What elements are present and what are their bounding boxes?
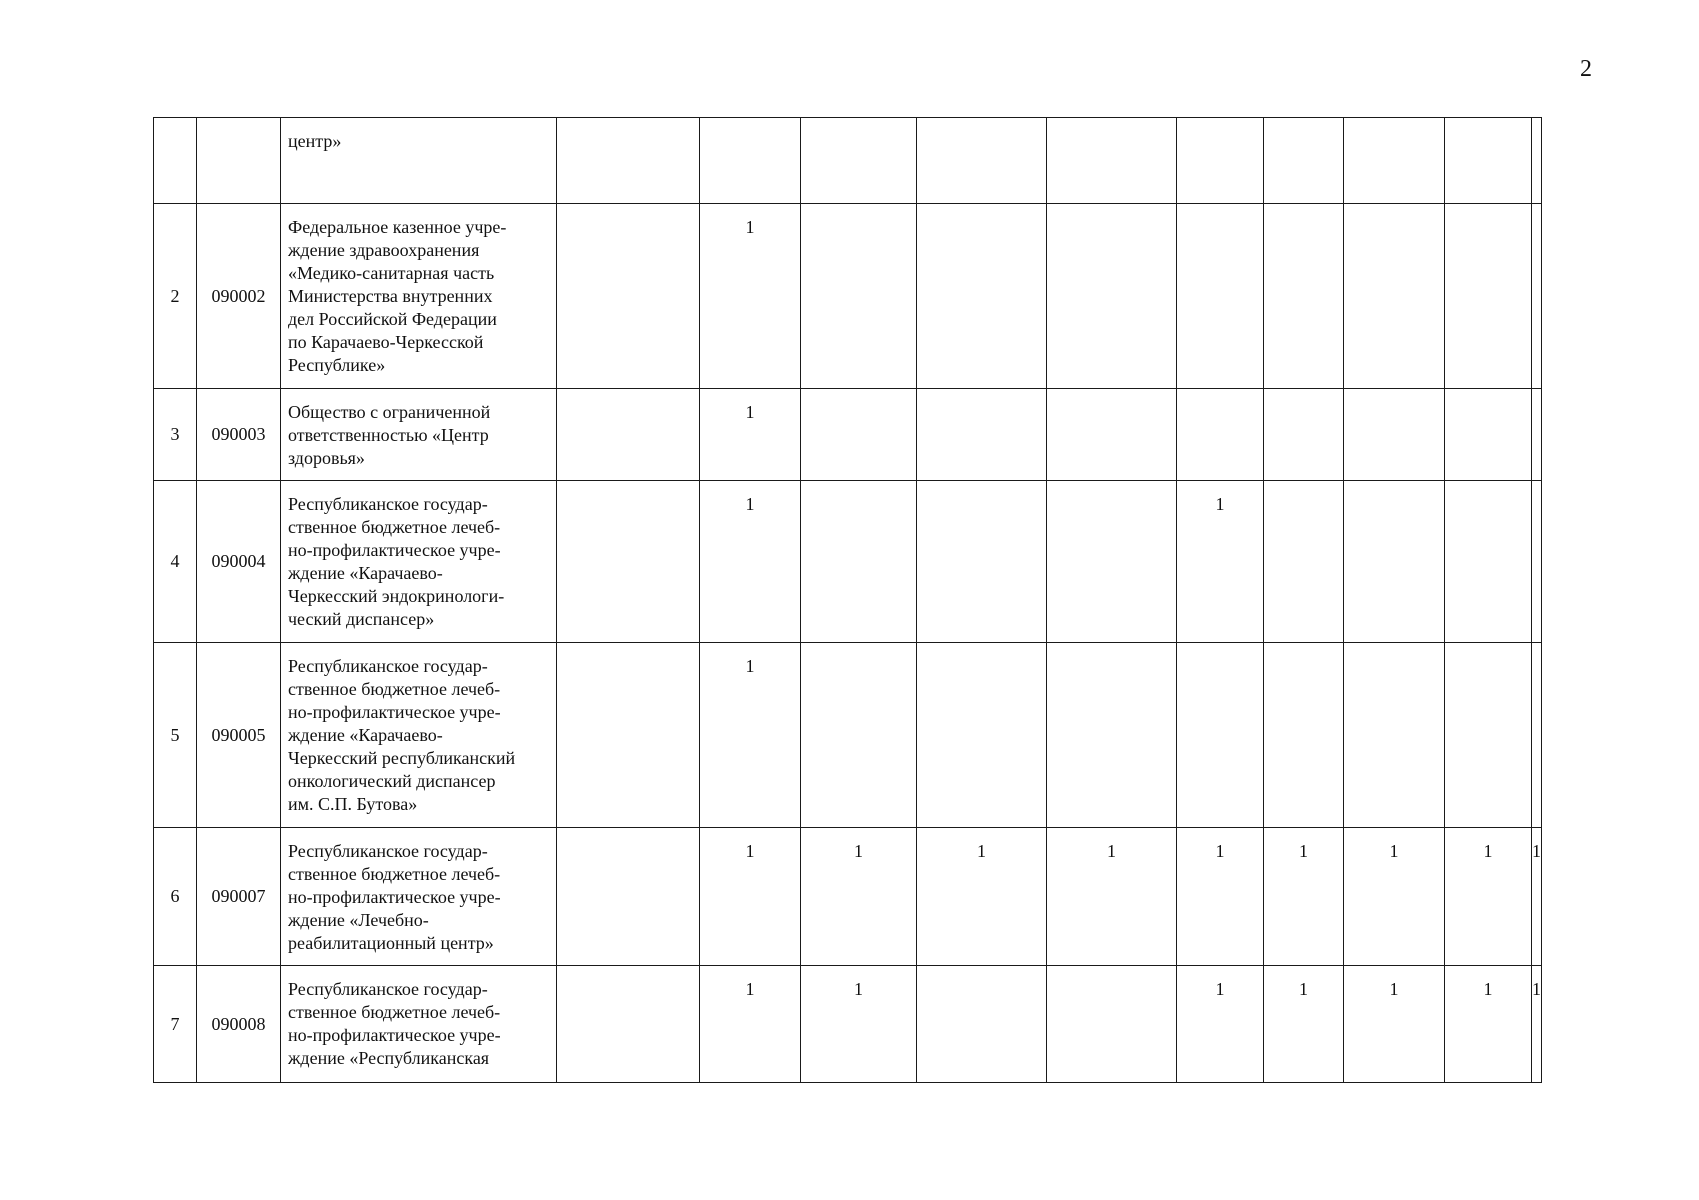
organization-name-line: здоровья»	[288, 448, 365, 468]
organization-name-line: но-профилактическое учре-	[288, 1025, 501, 1045]
value-cell	[557, 643, 700, 828]
value-cell	[1264, 204, 1344, 389]
value-cell: 1	[1264, 966, 1344, 1083]
value-cell	[1264, 643, 1344, 828]
value-cell	[1177, 204, 1264, 389]
value-cell: 1	[801, 828, 917, 966]
value-cell: 1	[1445, 966, 1532, 1083]
table-row	[154, 389, 1542, 481]
row-number-cell: 2	[154, 204, 197, 389]
value-cell	[1344, 481, 1445, 643]
value-cell	[557, 828, 700, 966]
value-cell	[1344, 389, 1445, 481]
value-cell: 1	[700, 389, 801, 481]
value-cell: 1	[700, 481, 801, 643]
organization-name-line: «Медико-санитарная часть	[288, 263, 495, 283]
value-cell	[1445, 643, 1532, 828]
value-cell	[801, 118, 917, 204]
organization-name-line: Республиканское государ-	[288, 979, 488, 999]
organization-name-cell	[281, 204, 557, 389]
value-cell	[801, 481, 917, 643]
value-cell	[1344, 118, 1445, 204]
value-cell	[1532, 481, 1542, 643]
table-row	[154, 966, 1542, 1083]
organization-code-cell: 090003	[197, 389, 281, 481]
value-cell	[917, 643, 1047, 828]
table-row	[154, 118, 1542, 204]
organization-name-line: дел Российской Федерации	[288, 309, 497, 329]
value-cell: 1	[1532, 966, 1542, 1083]
value-cell: 1	[1177, 481, 1264, 643]
organization-name-line: им. С.П. Бутова»	[288, 794, 418, 814]
organization-code-cell	[197, 118, 281, 204]
value-cell: 1	[1177, 966, 1264, 1083]
value-cell	[1047, 204, 1177, 389]
value-cell	[801, 204, 917, 389]
value-cell: 1	[700, 828, 801, 966]
organization-code-cell: 090007	[197, 828, 281, 966]
organization-name-line: Черкесский республиканский	[288, 748, 516, 768]
organization-name-line: ждение «Карачаево-	[288, 725, 443, 745]
value-cell	[1532, 389, 1542, 481]
value-cell: 1	[801, 966, 917, 1083]
row-number-cell: 4	[154, 481, 197, 643]
value-cell	[1445, 204, 1532, 389]
organization-name-line: ждение здравоохранения	[288, 240, 480, 260]
value-cell	[917, 966, 1047, 1083]
value-cell: 1	[1047, 828, 1177, 966]
organization-name-line: Черкесский эндокринологи-	[288, 586, 505, 606]
row-number-cell	[154, 118, 197, 204]
organization-code-cell: 090008	[197, 966, 281, 1083]
value-cell: 1	[700, 643, 801, 828]
organization-name-line: Республиканское государ-	[288, 656, 488, 676]
table-row	[154, 828, 1542, 966]
organization-name-line: ждение «Карачаево-	[288, 563, 443, 583]
value-cell	[1532, 204, 1542, 389]
table-row	[154, 204, 1542, 389]
value-cell	[700, 118, 801, 204]
value-cell: 1	[700, 204, 801, 389]
organization-name-line: ственное бюджетное лечеб-	[288, 1002, 501, 1022]
value-cell	[1532, 643, 1542, 828]
organization-name-line: Республике»	[288, 355, 386, 375]
value-cell	[1047, 118, 1177, 204]
row-number-cell: 5	[154, 643, 197, 828]
organization-name-line: онкологический диспансер	[288, 771, 496, 791]
organization-name-cell	[281, 966, 557, 1083]
value-cell	[1445, 481, 1532, 643]
organization-name-cell	[281, 481, 557, 643]
organization-code-cell: 090005	[197, 643, 281, 828]
value-cell	[557, 389, 700, 481]
value-cell	[557, 481, 700, 643]
organization-name-cell	[281, 643, 557, 828]
organization-name-line: ждение «Лечебно-	[288, 910, 429, 930]
value-cell: 1	[1445, 828, 1532, 966]
organization-name-line: ственное бюджетное лечеб-	[288, 679, 501, 699]
value-cell	[917, 204, 1047, 389]
organization-name-line: Республиканское государ-	[288, 494, 488, 514]
value-cell	[1177, 389, 1264, 481]
row-number-cell: 6	[154, 828, 197, 966]
medical-organizations-table	[153, 117, 1542, 1083]
organization-name-cell	[281, 389, 557, 481]
value-cell	[1177, 643, 1264, 828]
value-cell	[557, 118, 700, 204]
value-cell	[1047, 966, 1177, 1083]
value-cell	[801, 389, 917, 481]
organization-name-line: но-профилактическое учре-	[288, 540, 501, 560]
value-cell	[1445, 118, 1532, 204]
value-cell	[801, 643, 917, 828]
organization-name-line: Общество с ограниченной	[288, 402, 491, 422]
value-cell	[1264, 389, 1344, 481]
organization-name-line: реабилитационный центр»	[288, 933, 494, 953]
value-cell	[1344, 643, 1445, 828]
page-number: 2	[1580, 56, 1592, 82]
value-cell	[1177, 118, 1264, 204]
table-row	[154, 643, 1542, 828]
value-cell: 1	[700, 966, 801, 1083]
value-cell	[917, 118, 1047, 204]
value-cell	[1532, 118, 1542, 204]
value-cell: 1	[1344, 966, 1445, 1083]
organization-name-line: ждение «Республиканская	[288, 1048, 490, 1068]
value-cell: 1	[1264, 828, 1344, 966]
organization-name-cell	[281, 118, 557, 204]
organization-name-line: ческий диспансер»	[288, 609, 435, 629]
organization-name-line: Министерства внутренних	[288, 286, 493, 306]
organization-name-line: но-профилактическое учре-	[288, 887, 501, 907]
organization-name-line: но-профилактическое учре-	[288, 702, 501, 722]
value-cell	[1047, 389, 1177, 481]
value-cell	[1264, 118, 1344, 204]
value-cell	[1264, 481, 1344, 643]
value-cell	[917, 389, 1047, 481]
organization-name-cell	[281, 828, 557, 966]
organization-code-cell: 090004	[197, 481, 281, 643]
organization-name-line: Федеральное казенное учре-	[288, 217, 507, 237]
value-cell	[1445, 389, 1532, 481]
organization-name-line: ственное бюджетное лечеб-	[288, 517, 501, 537]
organization-name-line: ственное бюджетное лечеб-	[288, 864, 501, 884]
value-cell: 1	[1532, 828, 1542, 966]
table-row	[154, 481, 1542, 643]
value-cell	[557, 966, 700, 1083]
value-cell: 1	[1177, 828, 1264, 966]
value-cell	[1344, 204, 1445, 389]
row-number-cell: 7	[154, 966, 197, 1083]
value-cell	[1047, 481, 1177, 643]
organization-name-line: центр»	[288, 131, 342, 151]
organization-name-line: по Карачаево-Черкесской	[288, 332, 484, 352]
organization-name-line: Республиканское государ-	[288, 841, 488, 861]
value-cell	[557, 204, 700, 389]
value-cell: 1	[1344, 828, 1445, 966]
value-cell	[917, 481, 1047, 643]
organization-name-line: ответственностью «Центр	[288, 425, 489, 445]
organization-code-cell: 090002	[197, 204, 281, 389]
value-cell: 1	[917, 828, 1047, 966]
value-cell	[1047, 643, 1177, 828]
row-number-cell: 3	[154, 389, 197, 481]
